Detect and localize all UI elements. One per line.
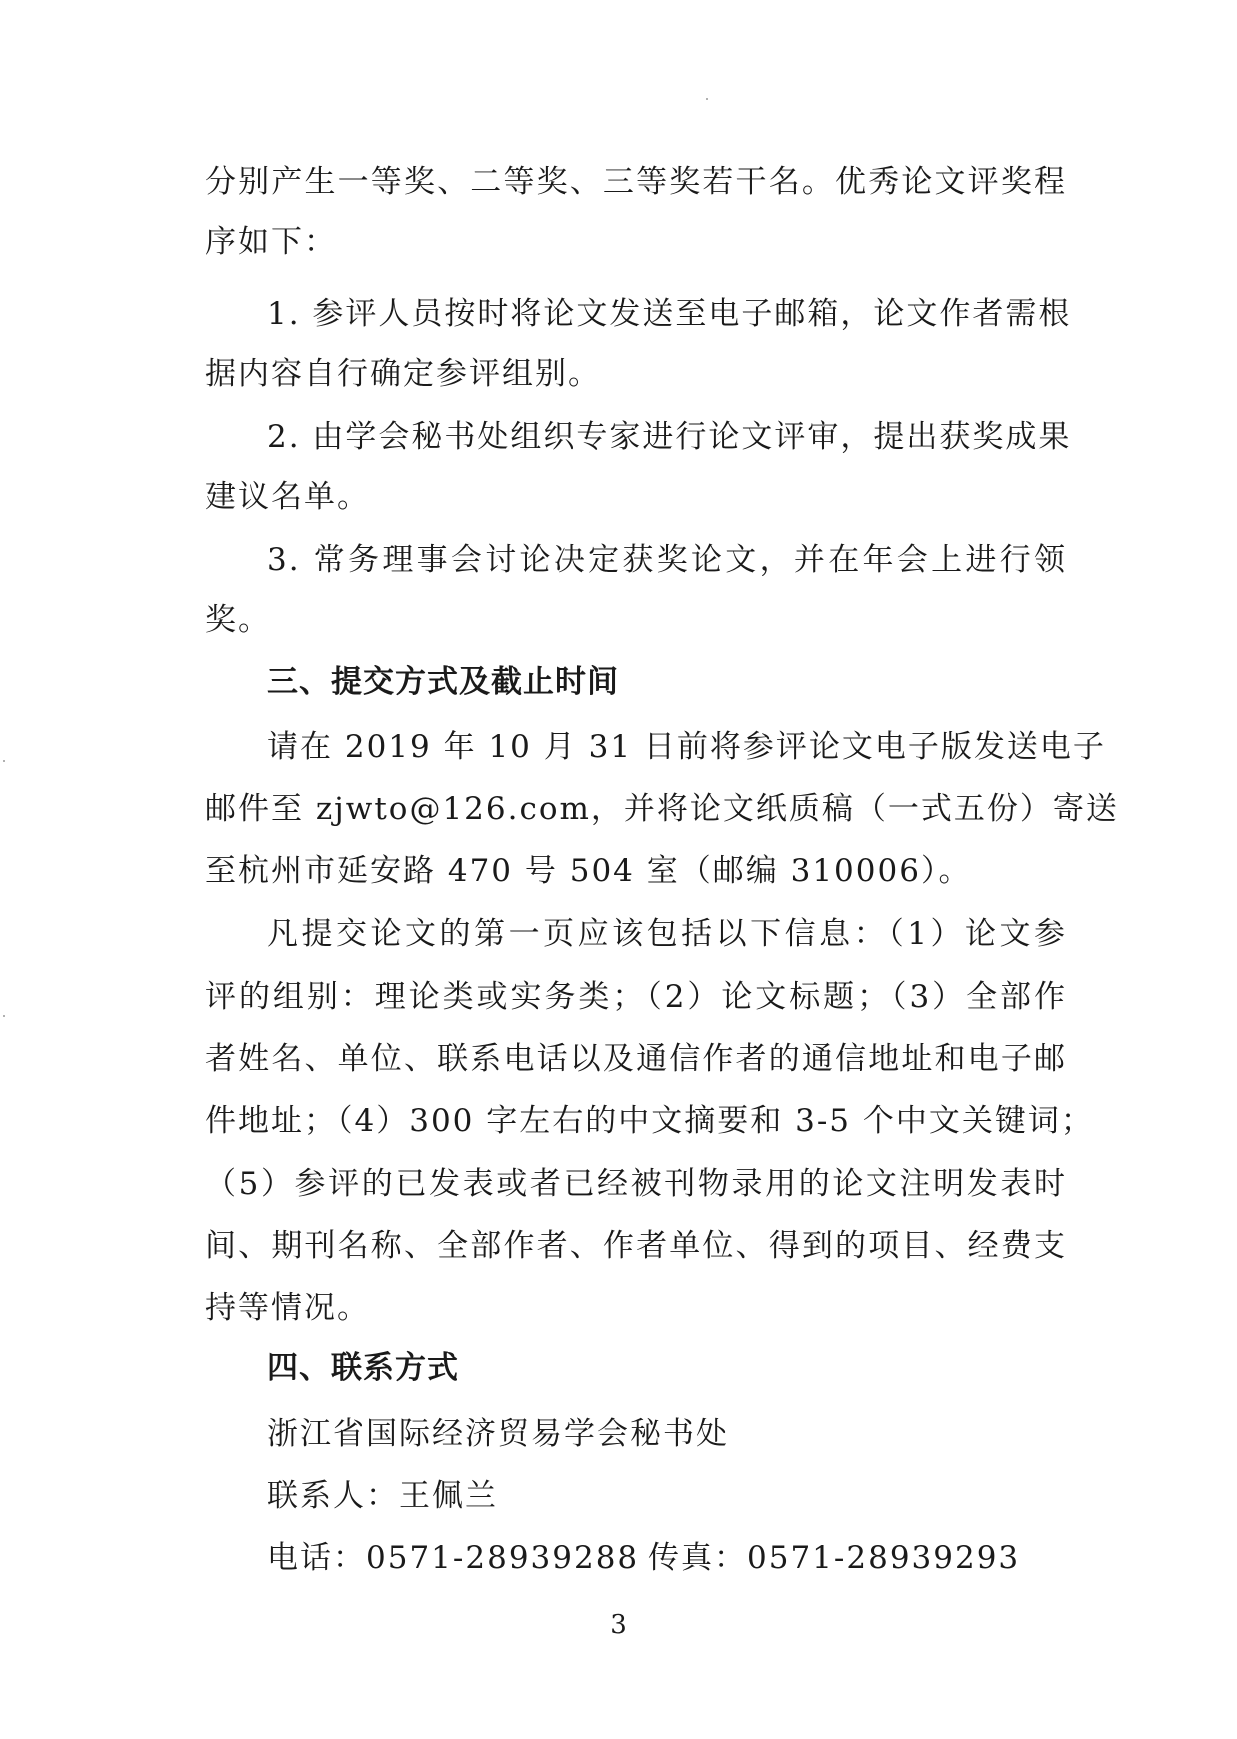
submission-line-3: 至杭州市延安路 470 号 504 室（邮编 310006）。: [205, 853, 972, 889]
requirements-line-6: 间、期刊名称、全部作者、作者单位、得到的项目、经费支: [205, 1228, 1067, 1264]
intro-line-1: 分别产生一等奖、二等奖、三等奖若干名。优秀论文评奖程: [205, 164, 1067, 200]
step-2-line-1: 2. 由学会秘书处组织专家进行论文评审，提出获奖成果: [267, 419, 1072, 455]
contact-organization: 浙江省国际经济贸易学会秘书处: [267, 1416, 729, 1452]
step-1-line-1: 1. 参评人员按时将论文发送至电子邮箱，论文作者需根: [267, 296, 1072, 332]
contact-fax: 传真：0571-28939293: [648, 1540, 1021, 1576]
requirements-line-7: 持等情况。: [205, 1290, 370, 1326]
submission-line-1: 请在 2019 年 10 月 31 日前将参评论文电子版发送电子: [267, 729, 1106, 765]
submission-line-2: 邮件至 zjwto@126.com，并将论文纸质稿（一式五份）寄送: [205, 791, 1119, 827]
contact-person: 联系人：王佩兰: [267, 1478, 498, 1514]
step-3-line-1: 3. 常务理事会讨论决定获奖论文，并在年会上进行领: [267, 542, 1067, 578]
requirements-line-3: 者姓名、单位、联系电话以及通信作者的通信地址和电子邮: [205, 1041, 1067, 1077]
step-2-line-2: 建议名单。: [205, 479, 370, 515]
section-3-heading: 三、提交方式及截止时间: [267, 664, 619, 700]
requirements-line-2: 评的组别：理论类或实务类；（2）论文标题；（3）全部作: [205, 979, 1067, 1015]
requirements-line-4: 件地址；（4）300 字左右的中文摘要和 3-5 个中文关键词；: [205, 1103, 1094, 1139]
page-number: 3: [610, 1610, 627, 1640]
step-3-line-2: 奖。: [205, 602, 271, 638]
section-4-heading: 四、联系方式: [267, 1350, 459, 1386]
requirements-line-1: 凡提交论文的第一页应该包括以下信息：（1）论文参: [267, 916, 1067, 952]
requirements-line-5: （5）参评的已发表或者已经被刊物录用的论文注明发表时: [205, 1166, 1067, 1202]
step-1-line-2: 据内容自行确定参评组别。: [205, 356, 601, 392]
intro-line-2: 序如下：: [205, 224, 337, 260]
scan-speck: [3, 1015, 5, 1017]
scan-speck: [706, 98, 708, 100]
scan-speck: [3, 760, 5, 762]
contact-phone: 电话：0571-28939288: [267, 1540, 640, 1576]
